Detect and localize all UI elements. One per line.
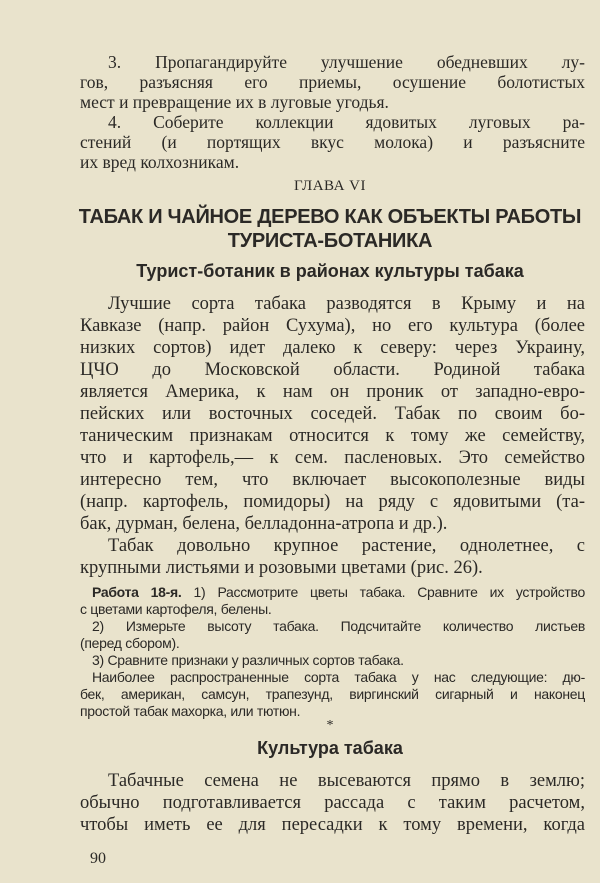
chapter-title: ТАБАК И ЧАЙНОЕ ДЕРЕВО КАК ОБЪЕКТЫ РАБОТЫ	[78, 206, 582, 228]
text-line: мест и превращение их в луговые угодья.	[80, 92, 389, 112]
text-line: крупными листьями и розовыми цветами (рис. 26).	[80, 558, 483, 578]
text-line: простой табак махорка, или тютюн.	[80, 703, 301, 719]
text-line: Кавказе (напр. район Сухума), но его культура (более	[80, 316, 585, 336]
text-line: (напр. картофель, помидоры) на ряду с ядовитыми (та-	[80, 492, 585, 512]
text-line: Табак довольно крупное растение, однолетнее, с	[108, 536, 585, 556]
text-line: (перед сбором).	[80, 635, 180, 651]
text-line: обычно подготавливается рассада с таким расчетом,	[80, 793, 585, 813]
text-line: бак, дурман, белена, белладонна-атропа и др.).	[80, 514, 448, 534]
text-line: гов, разъясняя его приемы, осушение болотистых	[80, 72, 585, 92]
text-line: 2) Измерьте высоту табака. Подсчитайте количество листьев	[92, 618, 585, 634]
text-line: ЦЧО до Московской области. Родиной табака	[80, 360, 585, 380]
text-line: пейских или восточных соседей. Табак по своим бо-	[80, 404, 585, 424]
work-text: 1) Рассмотрите цветы табака. Сравните их устройство	[193, 584, 586, 600]
text-line: Наиболее распространенные сорта табака у нас следующие: дю-	[92, 669, 585, 685]
text-line: Лучшие сорта табака разводятся в Крыму и на	[108, 294, 585, 314]
text-line: 3) Сравните признаки у различных сортов табака.	[92, 652, 404, 668]
text-line: с цветами картофеля, белены.	[80, 601, 272, 617]
page-number: 90	[90, 850, 106, 867]
text-line: низких сортов) идет далеко к северу: через Украину,	[80, 338, 585, 358]
text-line: интересно тем, что включает высокополезные виды	[80, 470, 585, 490]
text-line: бек, американ, самсун, трапезунд, виргинский сигарный и наконец	[80, 686, 585, 702]
chapter-label: ГЛАВА VI	[293, 178, 367, 194]
text-line: их вред колхозникам.	[80, 152, 240, 172]
text-line: 4. Соберите коллекции ядовитых луговых ра-	[108, 112, 585, 132]
text-line	[80, 584, 585, 601]
text-line: таническим признакам относится к тому же семейству,	[80, 426, 585, 446]
separator-star: *	[326, 718, 334, 733]
section-heading-2: Культура табака	[257, 738, 403, 758]
text-line: стений (и портящих вкус молока) и разъясните	[80, 132, 585, 152]
text-line: 3. Пропагандируйте улучшение обедневших лу-	[108, 52, 585, 72]
chapter-title-line2: ТУРИСТА-БОТАНИКА	[227, 230, 433, 252]
text-line: Табачные семена не высеваются прямо в землю;	[108, 771, 585, 791]
section-heading: Турист-ботаник в районах культуры табака	[136, 261, 524, 281]
text-line: является Америка, к нам он проник от западно-евро-	[80, 382, 585, 402]
text-line: чтобы иметь ее для пересадки к тому времени, когда	[80, 815, 585, 835]
work-label: Работа 18-я.	[92, 584, 182, 600]
text-line: что и картофель,— к сем. пасленовых. Это семейство	[80, 448, 585, 468]
